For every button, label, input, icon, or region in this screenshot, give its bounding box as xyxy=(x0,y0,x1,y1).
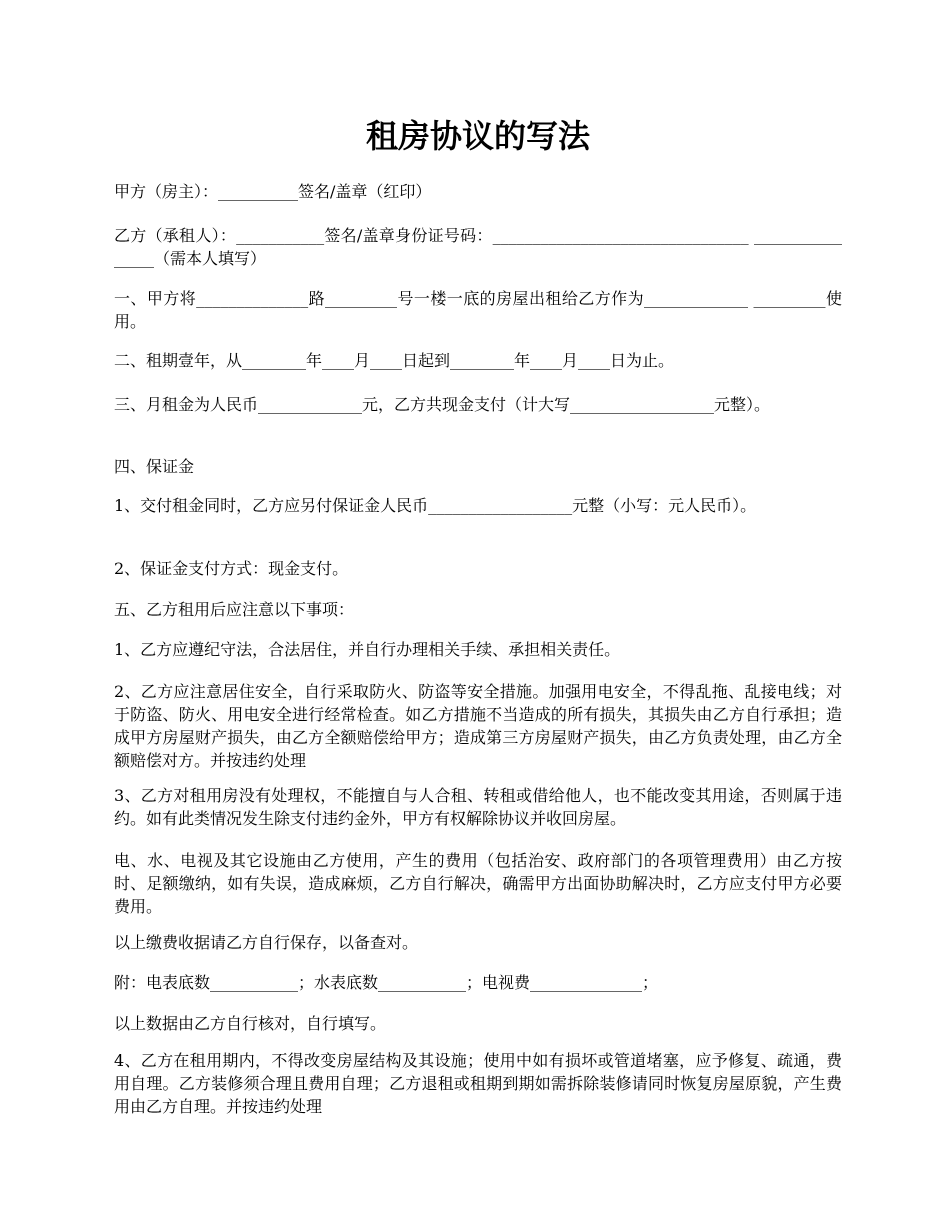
document-title: 租房协议的写法 xyxy=(365,117,590,155)
notice-item-2: 2、乙方应注意居住安全，自行采取防火、防盗等安全措施。加强用电安全，不得乱拖、乱接电线；对于防盗、防火、用电安全进行经常检查。如乙方措施不当造成的所有损失，其损失由乙方自行承担；造成甲方房屋财产损失，由乙方全额赔偿给甲方；造成第三方房屋财产损失，由乙方负责处理，由乙方全额赔偿对方。并按违约处理 xyxy=(114,682,842,770)
notice-item-3: 3、乙方对租用房没有处理权，不能擅自与人合租、转租或借给他人，也不能改变其用途，否则属于违约。如有此类情况发生除支付违约金外，甲方有权解除协议并收回房屋。 xyxy=(114,786,842,828)
notice-item-1: 1、乙方应遵纪守法，合法居住，并自行办理相关手续、承担相关责任。 xyxy=(114,640,621,659)
deposit-item-1: 1、交付租金同时，乙方应另付保证金人民币__________________元整（小写：元人民币）。 xyxy=(114,496,757,515)
utilities-paragraph: 电、水、电视及其它设施由乙方使用，产生的费用（包括治安、政府部门的各项管理费用）由乙方按时、足额缴纳，如有失误，造成麻烦，乙方自行解决，确需甲方出面协助解决时，乙方应支付甲方必要费用。 xyxy=(114,851,842,916)
self-check-note: 以上数据由乙方自行核对，自行填写。 xyxy=(114,1014,387,1033)
clause-4-heading: 四、保证金 xyxy=(114,457,195,476)
clause-1: 一、甲方将______________路_________号一楼一底的房屋出租给乙方作为_____________ _________使用。 xyxy=(114,289,842,331)
notice-item-4: 4、乙方在租用期内，不得改变房屋结构及其设施；使用中如有损坏或管道堵塞，应予修复、疏通，费用自理。乙方装修须合理且费用自理；乙方退租或租期到期如需拆除装修请同时恢复房屋原貌，产生费用由乙方自理。并按违约处理 xyxy=(114,1051,842,1116)
party-a-line: 甲方（房主）：__________签名/盖章（红印） xyxy=(114,182,432,201)
receipt-note: 以上缴费收据请乙方自行保存，以备查对。 xyxy=(114,933,419,952)
clause-5-heading: 五、乙方租用后应注意以下事项： xyxy=(114,600,355,619)
clause-3: 三、月租金为人民币_____________元，乙方共现金支付（计大写__________________元整）。 xyxy=(114,395,771,414)
meter-readings-line: 附：电表底数___________；水表底数___________；电视费______________； xyxy=(114,973,659,992)
clause-2: 二、租期壹年，从________年____月____日起到________年____月____日为止。 xyxy=(114,351,675,370)
party-b-line: 乙方（承租人）：___________签名/盖章身份证号码：________________________________ ________________（需本人填写） xyxy=(114,226,842,268)
deposit-item-2: 2、保证金支付方式：现金支付。 xyxy=(114,559,349,578)
